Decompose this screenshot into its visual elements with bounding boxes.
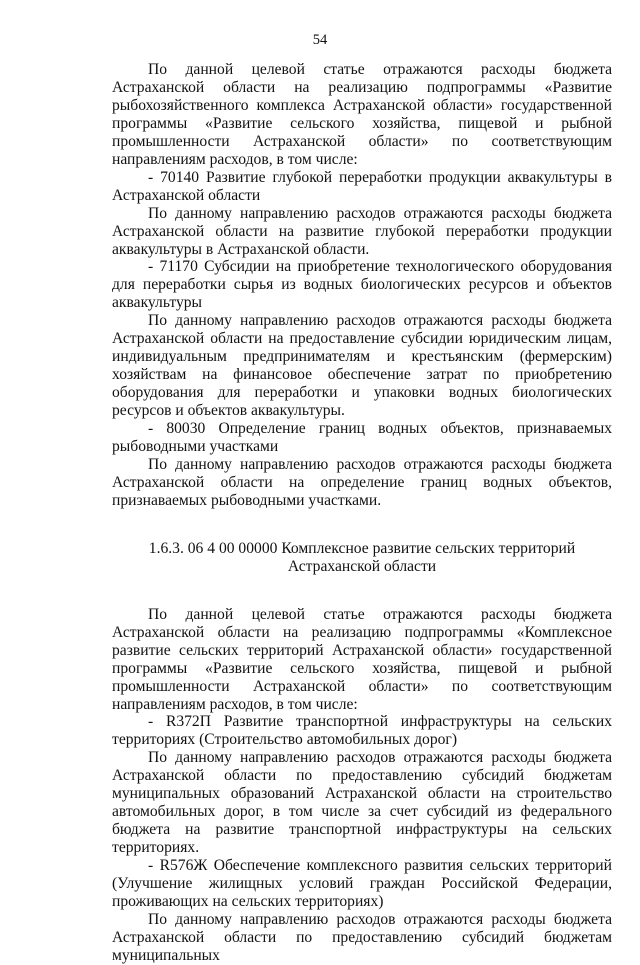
paragraph-80030-description: По данному направлению расходов отражаются расходы бюджета Астраханской области на определение границ водных объектов, признаваемых рыбоводными участками. [112, 455, 612, 509]
paragraph-r372p-description: По данному направлению расходов отражаются расходы бюджета Астраханской области по предоставлению субсидий бюджетам муниципальных образований Астраханской области на строительство автомобильных дорог, в том числе за счет субсидий из федерального бюджета на развитие транспортной инфраструктуры на сельских территориях. [112, 749, 612, 857]
list-item-r372p: - R372П Развитие транспортной инфраструктуры на сельских территориях (Строительство автомобильных дорог) [112, 713, 612, 749]
paragraph-70140-description: По данному направлению расходов отражаются расходы бюджета Астраханской области на развитие глубокой переработки продукции аквакультуры в Астраханской области. [112, 204, 612, 258]
list-item-71170: - 71170 Субсидии на приобретение технологического оборудования для переработки сырья из водных биологических ресурсов и объектов аквакультуры [112, 258, 612, 312]
paragraph-intro-fisheries: По данной целевой статье отражаются расходы бюджета Астраханской области на реализацию подпрограммы «Развитие рыбохозяйственного комплекса Астраханской области» государственной программы «Развитие сельского хозяйства, пищевой и рыбной промышленности Астраханской области» по соответствующим направлениям расходов, в том числе: [112, 61, 612, 168]
section-heading-line-1: 1.6.3. 06 4 00 00000 Комплексное развитие сельских территорий [148, 539, 576, 557]
document-body [112, 61, 612, 965]
list-item-70140: - 70140 Развитие глубокой переработки продукции аквакультуры в Астраханской области [112, 168, 612, 204]
section-heading-line-2: Астраханской области [287, 557, 437, 575]
list-item-r576zh: - R576Ж Обеспечение комплексного развития сельских территорий (Улучшение жилищных условий граждан Российской Федерации, проживающих на сельских территориях) [112, 857, 612, 910]
section-heading [112, 540, 612, 576]
list-item-80030: - 80030 Определение границ водных объектов, признаваемых рыбоводными участками [112, 420, 612, 456]
paragraph-71170-description: По данному направлению расходов отражаются расходы бюджета Астраханской области на предоставление субсидии юридическим лицам, индивидуальным предпринимателям и крестьянским (фермерским) хозяйствам на финансовое обеспечение затрат по приобретению оборудования для переработки и упаковки водных биологических ресурсов и объектов аквакультуры. [112, 312, 612, 420]
page-number: 54 [312, 32, 328, 48]
paragraph-intro-rural: По данной целевой статье отражаются расходы бюджета Астраханской области на реализацию подпрограммы «Комплексное развитие сельских территорий Астраханской области» государственной программы «Развитие сельского хозяйства, пищевой и рыбной промышленности Астраханской области» по соответствующим направлениям расходов, в том числе: [112, 605, 612, 713]
paragraph-r576zh-description: По данному направлению расходов отражаются расходы бюджета Астраханской области по предоставлению субсидий бюджетам муниципальных [112, 910, 612, 964]
